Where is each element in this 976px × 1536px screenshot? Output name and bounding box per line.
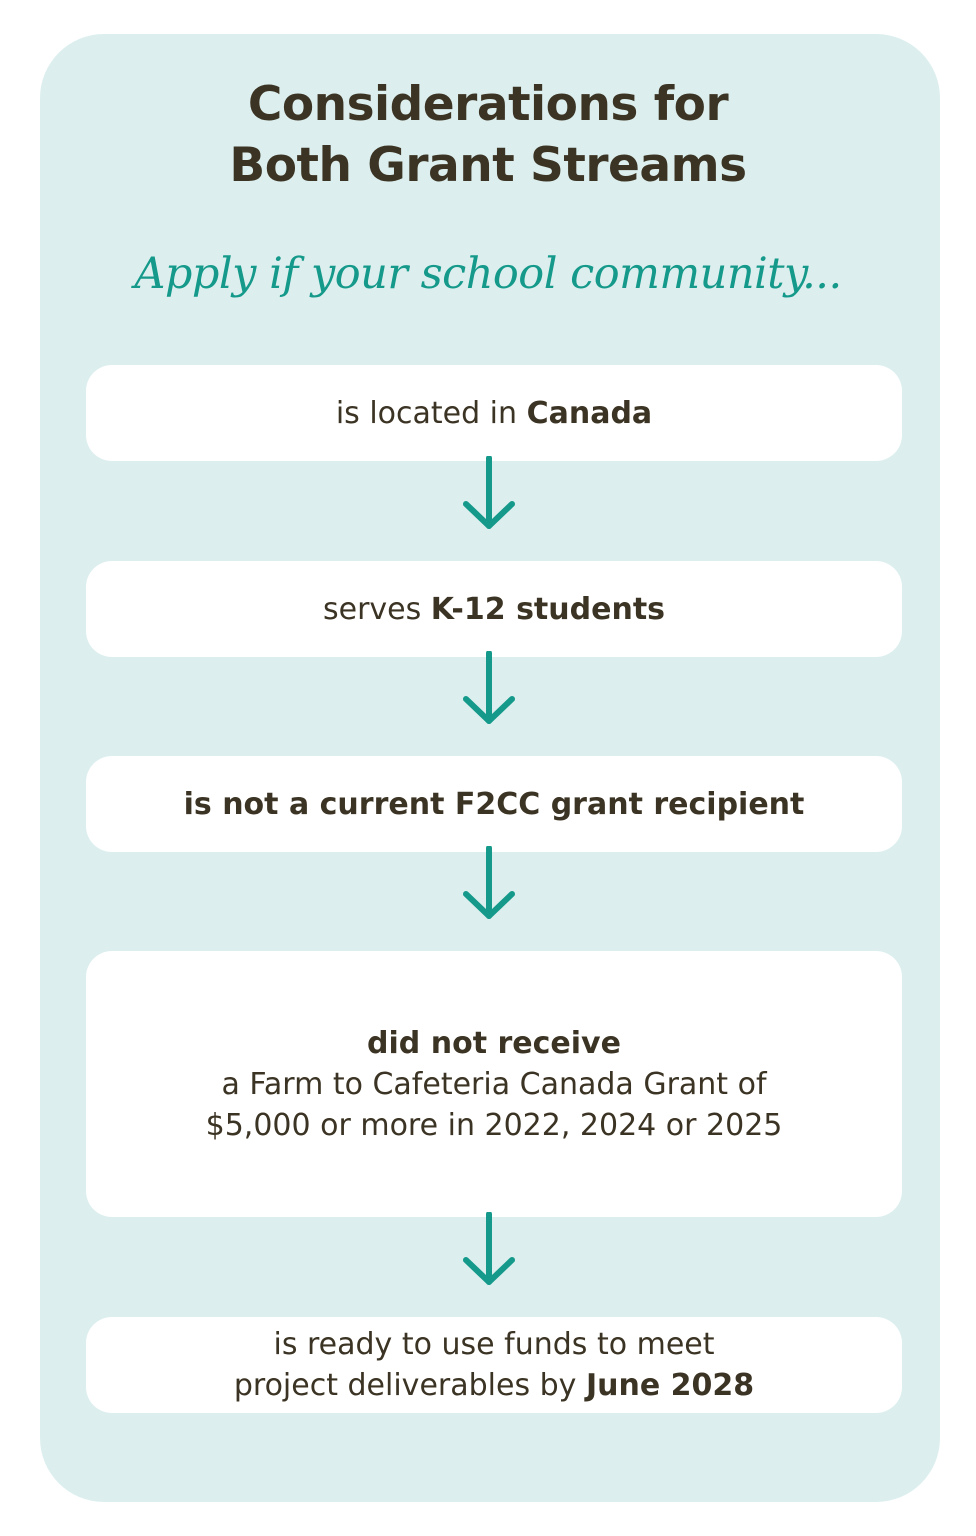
step-1-bold: Canada [526, 395, 653, 431]
step-5-line-1: is ready to use funds to meet [273, 1327, 715, 1362]
step-5-regular: project deliverables by [233, 1368, 586, 1403]
page-title [0, 74, 976, 196]
step-1-regular: is located in [335, 395, 527, 431]
step-did-not-receive [86, 951, 902, 1217]
step-ready-to-use-funds [86, 1317, 902, 1413]
arrow-down-icon [460, 456, 518, 532]
step-5-line-2 [234, 1365, 754, 1406]
step-2-regular: serves [322, 591, 431, 627]
arrow-down-icon [460, 651, 518, 727]
step-2-bold: K-12 students [430, 591, 666, 627]
title-line-2: Both Grant Streams [229, 138, 747, 193]
title-line-1: Considerations for [247, 77, 729, 132]
step-2-text [323, 589, 665, 630]
step-located-in-canada [86, 365, 902, 461]
arrow-down-icon [460, 846, 518, 922]
step-4-line-2: a Farm to Cafeteria Canada Grant of [221, 1066, 767, 1102]
step-5-bold: June 2028 [585, 1368, 755, 1403]
step-3-bold: is not a current F2CC grant recipient [183, 786, 805, 822]
step-4-line-3: $5,000 or more in 2022, 2024 or 2025 [205, 1107, 783, 1143]
step-1-text [336, 393, 652, 434]
subtitle: Apply if your school community... [134, 249, 842, 299]
step-4-bold: did not receive [367, 1025, 621, 1061]
arrow-down-icon [460, 1212, 518, 1288]
step-not-current-recipient [86, 756, 902, 852]
step-serves-k12 [86, 561, 902, 657]
